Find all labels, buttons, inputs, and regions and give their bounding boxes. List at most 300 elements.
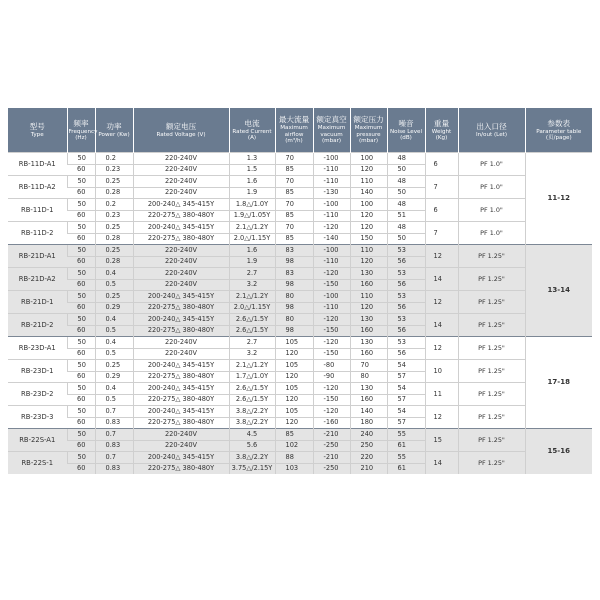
header-weight: [425, 108, 458, 153]
current-cell: 3.2: [229, 279, 275, 291]
airflow-cell: 103: [275, 463, 313, 474]
current-cell: 2.0△/1.15Y: [229, 233, 275, 245]
voltage-cell: 220-240V: [133, 440, 229, 452]
current-cell: 1.6: [229, 245, 275, 257]
header-voltage-zh: 额定电压: [165, 121, 197, 131]
vacuum-cell: -110: [313, 210, 350, 222]
frequency-cell: 50: [67, 199, 95, 211]
vacuum-cell: -140: [313, 233, 350, 245]
airflow-cell: 80: [275, 291, 313, 303]
airflow-cell: 85: [275, 429, 313, 441]
weight-cell: 15: [425, 429, 458, 452]
power-cell: 0.23: [95, 210, 133, 222]
pressure-cell: 100: [350, 199, 387, 211]
airflow-cell: 120: [275, 394, 313, 406]
noise-cell: 50: [387, 164, 425, 176]
current-cell: 5.6: [229, 440, 275, 452]
vacuum-cell: -100: [313, 153, 350, 165]
header-vacuum-zh: 额定真空: [316, 115, 347, 125]
vacuum-cell: -150: [313, 279, 350, 291]
table-row: [8, 199, 592, 211]
frequency-cell: 50: [67, 452, 95, 464]
noise-cell: 53: [387, 291, 425, 303]
spec-table-container: [8, 108, 592, 474]
port-cell: PF 1.25": [458, 452, 525, 475]
weight-cell: 6: [425, 153, 458, 176]
vacuum-cell: -120: [313, 337, 350, 349]
power-cell: 0.7: [95, 429, 133, 441]
frequency-cell: 60: [67, 164, 95, 176]
table-row: [8, 153, 592, 165]
vacuum-cell: -100: [313, 291, 350, 303]
table-row: [8, 222, 592, 234]
weight-cell: 6: [425, 199, 458, 222]
voltage-cell: 200-240△ 345-415Y: [133, 291, 229, 303]
frequency-cell: 60: [67, 279, 95, 291]
current-cell: 2.7: [229, 337, 275, 349]
noise-cell: 48: [387, 199, 425, 211]
table-row: [8, 268, 592, 280]
pressure-cell: 120: [350, 210, 387, 222]
table-row: [8, 337, 592, 349]
table-row: [8, 406, 592, 418]
weight-cell: 12: [425, 406, 458, 429]
header-model-en: Type: [30, 131, 44, 138]
frequency-cell: 50: [67, 383, 95, 395]
table-header: [8, 108, 592, 153]
current-cell: 2.1△/1.2Y: [229, 222, 275, 234]
frequency-cell: 60: [67, 417, 95, 429]
airflow-cell: 98: [275, 325, 313, 337]
model-cell: RB-23D-1: [8, 360, 67, 383]
pressure-cell: 220: [350, 452, 387, 464]
table-row: [8, 452, 592, 464]
vacuum-cell: -110: [313, 164, 350, 176]
power-cell: 0.83: [95, 417, 133, 429]
model-cell: RB-21D-2: [8, 314, 67, 337]
vacuum-cell: -100: [313, 199, 350, 211]
voltage-cell: 200-240△ 345-415Y: [133, 406, 229, 418]
weight-cell: 14: [425, 268, 458, 291]
airflow-cell: 105: [275, 360, 313, 372]
airflow-cell: 83: [275, 245, 313, 257]
current-cell: 2.1△/1.2Y: [229, 360, 275, 372]
power-cell: 0.25: [95, 245, 133, 257]
port-cell: PF 1.25": [458, 291, 525, 314]
current-cell: 1.6: [229, 176, 275, 188]
frequency-cell: 50: [67, 337, 95, 349]
noise-cell: 48: [387, 176, 425, 188]
noise-cell: 50: [387, 233, 425, 245]
airflow-cell: 102: [275, 440, 313, 452]
voltage-cell: 220-275△ 380-480Y: [133, 463, 229, 474]
noise-cell: 48: [387, 222, 425, 234]
current-cell: 1.8△/1.0Y: [229, 199, 275, 211]
vacuum-cell: -130: [313, 187, 350, 199]
header-noise-en: Noise Level (dB): [389, 128, 423, 141]
header-power-zh: 功率: [106, 121, 122, 131]
voltage-cell: 220-240V: [133, 268, 229, 280]
model-cell: RB-21D-A1: [8, 245, 67, 268]
airflow-cell: 105: [275, 337, 313, 349]
page-cell: 17-18: [525, 337, 592, 429]
power-cell: 0.7: [95, 452, 133, 464]
pressure-cell: 210: [350, 463, 387, 474]
header-voltage: [133, 108, 229, 153]
frequency-cell: 50: [67, 406, 95, 418]
pressure-cell: 110: [350, 176, 387, 188]
pressure-cell: 130: [350, 337, 387, 349]
power-cell: 0.4: [95, 383, 133, 395]
weight-cell: 11: [425, 383, 458, 406]
table-body: [8, 153, 592, 475]
voltage-cell: 220-240V: [133, 429, 229, 441]
noise-cell: 57: [387, 371, 425, 383]
header-noise-zh: 噪音: [398, 118, 414, 128]
frequency-cell: 60: [67, 463, 95, 474]
current-cell: 1.7△/1.0Y: [229, 371, 275, 383]
page-cell: 11-12: [525, 153, 592, 245]
power-cell: 0.28: [95, 187, 133, 199]
header-airflow: [275, 108, 313, 153]
voltage-cell: 220-240V: [133, 176, 229, 188]
model-cell: RB-21D-A2: [8, 268, 67, 291]
noise-cell: 48: [387, 153, 425, 165]
header-noise: [387, 108, 425, 153]
vacuum-cell: -250: [313, 440, 350, 452]
header-pressure-en: Maximum pressure (mbar): [354, 125, 383, 145]
noise-cell: 51: [387, 210, 425, 222]
current-cell: 2.6△/1.5Y: [229, 394, 275, 406]
vacuum-cell: -110: [313, 302, 350, 314]
header-port-zh: 出入口径: [476, 121, 507, 131]
frequency-cell: 60: [67, 348, 95, 360]
airflow-cell: 120: [275, 417, 313, 429]
noise-cell: 61: [387, 440, 425, 452]
frequency-cell: 50: [67, 176, 95, 188]
current-cell: 3.8△/2.2Y: [229, 452, 275, 464]
current-cell: 2.1△/1.2Y: [229, 291, 275, 303]
power-cell: 0.2: [95, 153, 133, 165]
frequency-cell: 60: [67, 371, 95, 383]
weight-cell: 7: [425, 176, 458, 199]
weight-cell: 12: [425, 245, 458, 268]
airflow-cell: 120: [275, 348, 313, 360]
airflow-cell: 98: [275, 256, 313, 268]
weight-cell: 7: [425, 222, 458, 245]
vacuum-cell: -120: [313, 406, 350, 418]
voltage-cell: 220-240V: [133, 245, 229, 257]
current-cell: 1.9: [229, 256, 275, 268]
header-model-zh: 型号: [29, 121, 45, 131]
airflow-cell: 70: [275, 153, 313, 165]
model-cell: RB-22S-1: [8, 452, 67, 475]
vacuum-cell: -150: [313, 348, 350, 360]
pressure-cell: 100: [350, 153, 387, 165]
header-port-en: In/out (Let): [475, 131, 508, 138]
airflow-cell: 85: [275, 164, 313, 176]
frequency-cell: 60: [67, 256, 95, 268]
frequency-cell: 50: [67, 291, 95, 303]
pressure-cell: 80: [350, 371, 387, 383]
header-frequency: [67, 108, 98, 153]
port-cell: PF 1.0": [458, 222, 525, 245]
model-cell: RB-22S-A1: [8, 429, 67, 452]
pressure-cell: 140: [350, 406, 387, 418]
voltage-cell: 200-240△ 345-415Y: [133, 452, 229, 464]
vacuum-cell: -110: [313, 176, 350, 188]
voltage-cell: 200-240△ 345-415Y: [133, 222, 229, 234]
airflow-cell: 120: [275, 371, 313, 383]
noise-cell: 56: [387, 302, 425, 314]
power-cell: 0.5: [95, 279, 133, 291]
frequency-cell: 60: [67, 187, 95, 199]
noise-cell: 56: [387, 348, 425, 360]
table-row: [8, 360, 592, 372]
power-cell: 0.83: [95, 440, 133, 452]
voltage-cell: 220-240V: [133, 187, 229, 199]
vacuum-cell: -150: [313, 394, 350, 406]
header-page-en: Parameter table (页/page): [536, 128, 582, 141]
header-power: [95, 108, 133, 153]
table-row: [8, 383, 592, 395]
current-cell: 1.9: [229, 187, 275, 199]
weight-cell: 12: [425, 337, 458, 360]
vacuum-cell: -250: [313, 463, 350, 474]
noise-cell: 57: [387, 394, 425, 406]
current-cell: 2.0△/1.15Y: [229, 302, 275, 314]
vacuum-cell: -150: [313, 325, 350, 337]
frequency-cell: 60: [67, 440, 95, 452]
power-cell: 0.25: [95, 176, 133, 188]
header-row: [8, 108, 592, 153]
voltage-cell: 220-240V: [133, 256, 229, 268]
model-cell: RB-11D-A2: [8, 176, 67, 199]
voltage-cell: 220-275△ 380-480Y: [133, 233, 229, 245]
power-cell: 0.4: [95, 337, 133, 349]
airflow-cell: 88: [275, 452, 313, 464]
blower-spec-table: [8, 108, 592, 474]
current-cell: 3.8△/2.2Y: [229, 406, 275, 418]
vacuum-cell: -120: [313, 383, 350, 395]
frequency-cell: 60: [67, 233, 95, 245]
model-cell: RB-23D-A1: [8, 337, 67, 360]
airflow-cell: 80: [275, 314, 313, 326]
noise-cell: 50: [387, 187, 425, 199]
table-row: [8, 291, 592, 303]
power-cell: 0.5: [95, 394, 133, 406]
header-pressure: [350, 108, 387, 153]
noise-cell: 54: [387, 360, 425, 372]
table-row: [8, 245, 592, 257]
model-cell: RB-11D-2: [8, 222, 67, 245]
header-vacuum-en: Maximum vacuum (mbar): [317, 125, 346, 145]
current-cell: 2.6△/1.5Y: [229, 314, 275, 326]
noise-cell: 54: [387, 383, 425, 395]
header-port: [458, 108, 525, 153]
power-cell: 0.28: [95, 233, 133, 245]
current-cell: 2.6△/1.5Y: [229, 325, 275, 337]
noise-cell: 53: [387, 245, 425, 257]
header-pressure-zh: 额定压力: [353, 115, 384, 125]
pressure-cell: 160: [350, 325, 387, 337]
frequency-cell: 50: [67, 245, 95, 257]
noise-cell: 53: [387, 268, 425, 280]
pressure-cell: 120: [350, 256, 387, 268]
frequency-cell: 60: [67, 302, 95, 314]
pressure-cell: 150: [350, 233, 387, 245]
pressure-cell: 160: [350, 348, 387, 360]
port-cell: PF 1.25": [458, 429, 525, 452]
port-cell: PF 1.0": [458, 199, 525, 222]
table-row: [8, 314, 592, 326]
current-cell: 1.9△/1.05Y: [229, 210, 275, 222]
pressure-cell: 130: [350, 268, 387, 280]
voltage-cell: 220-275△ 380-480Y: [133, 302, 229, 314]
airflow-cell: 83: [275, 268, 313, 280]
pressure-cell: 160: [350, 394, 387, 406]
airflow-cell: 85: [275, 210, 313, 222]
header-current-en: Rated Current (A): [232, 128, 272, 141]
noise-cell: 54: [387, 406, 425, 418]
pressure-cell: 120: [350, 302, 387, 314]
voltage-cell: 220-240V: [133, 348, 229, 360]
airflow-cell: 98: [275, 302, 313, 314]
header-voltage-en: Rated Voltage (V): [156, 131, 206, 138]
noise-cell: 57: [387, 417, 425, 429]
port-cell: PF 1.25": [458, 337, 525, 360]
port-cell: PF 1.0": [458, 153, 525, 176]
current-cell: 2.7: [229, 268, 275, 280]
pressure-cell: 140: [350, 187, 387, 199]
current-cell: 1.5: [229, 164, 275, 176]
model-cell: RB-23D-2: [8, 383, 67, 406]
pressure-cell: 110: [350, 245, 387, 257]
airflow-cell: 85: [275, 233, 313, 245]
airflow-cell: 70: [275, 222, 313, 234]
noise-cell: 53: [387, 337, 425, 349]
voltage-cell: 220-275△ 380-480Y: [133, 210, 229, 222]
table-row: [8, 429, 592, 441]
frequency-cell: 60: [67, 394, 95, 406]
pressure-cell: 160: [350, 279, 387, 291]
header-model: [8, 108, 67, 153]
airflow-cell: 98: [275, 279, 313, 291]
pressure-cell: 110: [350, 291, 387, 303]
airflow-cell: 85: [275, 187, 313, 199]
voltage-cell: 220-240V: [133, 153, 229, 165]
noise-cell: 56: [387, 256, 425, 268]
current-cell: 4.5: [229, 429, 275, 441]
vacuum-cell: -120: [313, 222, 350, 234]
noise-cell: 56: [387, 325, 425, 337]
vacuum-cell: -210: [313, 452, 350, 464]
vacuum-cell: -160: [313, 417, 350, 429]
voltage-cell: 200-240△ 345-415Y: [133, 199, 229, 211]
pressure-cell: 120: [350, 164, 387, 176]
current-cell: 3.2: [229, 348, 275, 360]
voltage-cell: 200-240△ 345-415Y: [133, 360, 229, 372]
power-cell: 0.23: [95, 164, 133, 176]
voltage-cell: 220-275△ 380-480Y: [133, 325, 229, 337]
weight-cell: 14: [425, 314, 458, 337]
power-cell: 0.29: [95, 371, 133, 383]
port-cell: PF 1.25": [458, 383, 525, 406]
power-cell: 0.4: [95, 314, 133, 326]
power-cell: 0.25: [95, 291, 133, 303]
frequency-cell: 60: [67, 210, 95, 222]
pressure-cell: 240: [350, 429, 387, 441]
port-cell: PF 1.0": [458, 176, 525, 199]
frequency-cell: 50: [67, 268, 95, 280]
pressure-cell: 70: [350, 360, 387, 372]
header-airflow-en: Maximum airflow (m³/h): [280, 125, 308, 145]
voltage-cell: 220-275△ 380-480Y: [133, 371, 229, 383]
weight-cell: 14: [425, 452, 458, 475]
frequency-cell: 50: [67, 153, 95, 165]
frequency-cell: 50: [67, 360, 95, 372]
current-cell: 3.8△/2.2Y: [229, 417, 275, 429]
header-airflow-zh: 最大流量: [278, 115, 310, 125]
power-cell: 0.25: [95, 360, 133, 372]
power-cell: 0.4: [95, 268, 133, 280]
model-cell: RB-21D-1: [8, 291, 67, 314]
voltage-cell: 220-240V: [133, 337, 229, 349]
power-cell: 0.5: [95, 348, 133, 360]
vacuum-cell: -110: [313, 256, 350, 268]
header-weight-en: Weight (Kg): [431, 128, 452, 141]
power-cell: 0.2: [95, 199, 133, 211]
header-page-zh: 参数表: [547, 118, 571, 128]
pressure-cell: 130: [350, 314, 387, 326]
noise-cell: 56: [387, 279, 425, 291]
frequency-cell: 50: [67, 314, 95, 326]
header-frequency-en: Frequency (Hz): [68, 128, 98, 141]
voltage-cell: 220-240V: [133, 164, 229, 176]
port-cell: PF 1.25": [458, 268, 525, 291]
port-cell: PF 1.25": [458, 314, 525, 337]
header-page: [525, 108, 592, 153]
power-cell: 0.28: [95, 256, 133, 268]
header-current-zh: 电流: [244, 118, 260, 128]
airflow-cell: 70: [275, 176, 313, 188]
model-cell: RB-23D-3: [8, 406, 67, 429]
weight-cell: 12: [425, 291, 458, 314]
weight-cell: 10: [425, 360, 458, 383]
vacuum-cell: -90: [313, 371, 350, 383]
pressure-cell: 250: [350, 440, 387, 452]
power-cell: 0.5: [95, 325, 133, 337]
port-cell: PF 1.25": [458, 245, 525, 268]
noise-cell: 61: [387, 463, 425, 474]
vacuum-cell: -210: [313, 429, 350, 441]
model-cell: RB-11D-1: [8, 199, 67, 222]
page-cell: 15-16: [525, 429, 592, 475]
airflow-cell: 105: [275, 406, 313, 418]
power-cell: 0.29: [95, 302, 133, 314]
pressure-cell: 130: [350, 383, 387, 395]
voltage-cell: 200-240△ 345-415Y: [133, 314, 229, 326]
power-cell: 0.7: [95, 406, 133, 418]
model-cell: RB-11D-A1: [8, 153, 67, 176]
page-cell: 13-14: [525, 245, 592, 337]
noise-cell: 53: [387, 314, 425, 326]
vacuum-cell: -80: [313, 360, 350, 372]
header-vacuum: [313, 108, 350, 153]
header-current: [229, 108, 275, 153]
voltage-cell: 200-240△ 345-415Y: [133, 383, 229, 395]
airflow-cell: 105: [275, 383, 313, 395]
